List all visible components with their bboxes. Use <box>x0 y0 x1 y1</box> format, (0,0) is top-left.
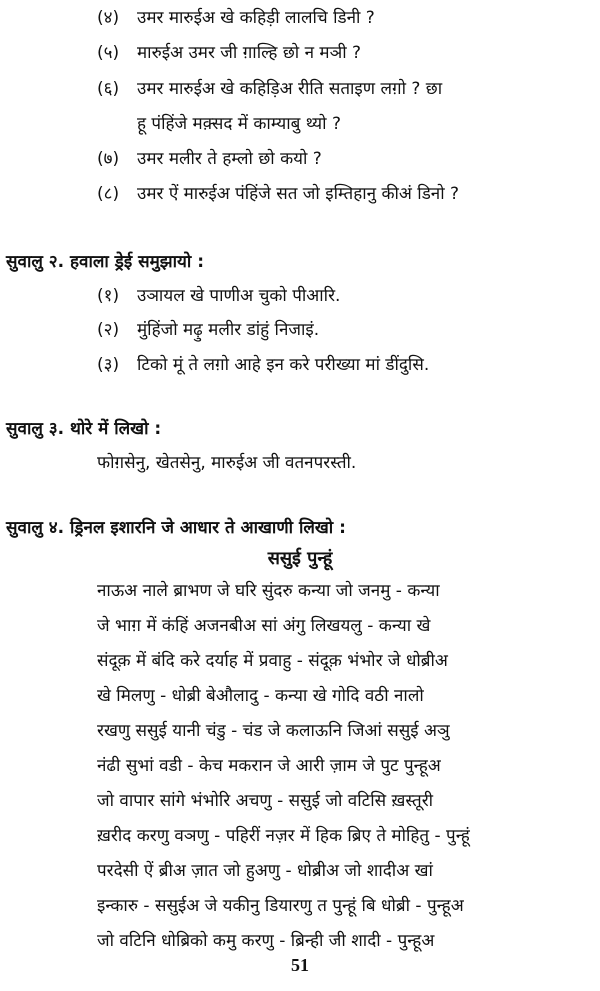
q2-heading: सुवालु २. हवाला ड्रेई समुझायो : <box>6 252 204 272</box>
q2-item-1 <box>97 284 340 308</box>
story-line-4: खे मिलणु - धोब्री बेऔलादु - कन्या खे गोदि वठी नालो <box>97 686 424 706</box>
item-number: (७) <box>97 149 120 169</box>
item-text: उञायल खे पाणीअ चुको पीआरि. <box>137 286 341 306</box>
story-line-3: संदूक़ में बंदि करे दर्याह में प्रवाहु - संदूक़ भंभोर जे धोब्रीअ <box>97 651 448 671</box>
q3-text: फोग़सेनु, खेतसेनु, मारुईअ जी वतनपरस्ती. <box>97 453 357 473</box>
q4-heading: सुवालु ४. ड्रिनल इशारनि जे आधार ते आखाणी लिखो : <box>6 518 346 538</box>
item-text: उमर मारुईअ खे कहिड़िअ रीति सताइण लग़ो ? छा <box>137 79 443 99</box>
story-line-5: रखणु ससुई यानी चंडु - चंड जे कलाऊनि जिआं ससुई अञु <box>97 721 450 741</box>
story-line-8: ख़रीद करणु वञणु - पहिरीं नज़र में हिक ब्रिए ते मोहितु - पुन्हूं <box>97 826 470 846</box>
item-number: (८) <box>97 184 120 204</box>
q1-item-6-continued <box>137 112 341 136</box>
story-line-2: जे भाग़ में कंहिं अजनबीअ सां अंगु लिखयलु - कन्या खे <box>97 616 431 636</box>
q1-item-4 <box>97 6 375 30</box>
q1-item-5 <box>97 41 361 65</box>
story-line-7: जो वापार सांगे भंभोरि अचणु - ससुई जो वटिसि ख़स्तूरी <box>97 791 434 811</box>
story-title: ससुई पुन्हूं <box>267 548 333 569</box>
page-number: 51 <box>291 955 309 975</box>
q2-item-2 <box>97 318 319 342</box>
item-text: मुंहिंजो मढ़ु मलीर डांहुं निजाइं. <box>137 320 320 340</box>
story-line-11: जो वटिनि धोब्रिको कमु करणु - ब्रिन्ही जी शादी - पुन्हूअ <box>97 931 435 951</box>
q1-item-7 <box>97 147 322 171</box>
item-text: मारुईअ उमर जी ग़ाल्हि छो न मञी ? <box>137 43 362 63</box>
q2-item-3 <box>97 353 429 377</box>
item-text: उमर ऐं मारुईअ पंहिंजे सत जो इम्तिहानु कीअं डिनो ? <box>137 184 460 204</box>
q3-heading: सुवालु ३. थोरे में लिखो : <box>6 419 162 439</box>
item-text: टिको मूं ते लग़ो आहे इन करे परीख्या मां डींदुसि. <box>137 355 430 375</box>
item-number: (५) <box>97 43 120 63</box>
item-text: उमर मलीर ते हम्लो छो कयो ? <box>137 149 322 169</box>
story-line-1: नाऊअ नाले ब्राभण जे घरि सुंदरु कन्या जो जनमु - कन्या <box>97 581 440 601</box>
item-text: उमर मारुईअ खे कहिड़ी लालचि डिनी ? <box>137 8 375 28</box>
story-line-6: नंढी सुभां वडी - केच मकरान जे आरी ज़ाम जे पुट पुन्हूअ <box>97 756 441 776</box>
story-line-10: इन्कारु - ससुईअ जे यकीनु डियारणु त पुन्हूं बि धोब्री - पुन्हूअ <box>97 896 464 916</box>
q1-item-6 <box>97 77 442 101</box>
item-number: (६) <box>97 79 120 99</box>
item-number: (३) <box>97 355 120 375</box>
item-text: हू पंहिंजे मक़्सद में काम्याबु थ्यो ? <box>137 114 341 134</box>
item-number: (४) <box>97 8 120 28</box>
item-number: (२) <box>97 320 120 340</box>
item-number: (१) <box>97 286 120 306</box>
q1-item-8 <box>97 182 459 206</box>
story-line-9: परदेसी ऐं ब्रीअ ज़ात जो हुअणु - धोब्रीअ जो शादीअ खां <box>97 861 433 881</box>
